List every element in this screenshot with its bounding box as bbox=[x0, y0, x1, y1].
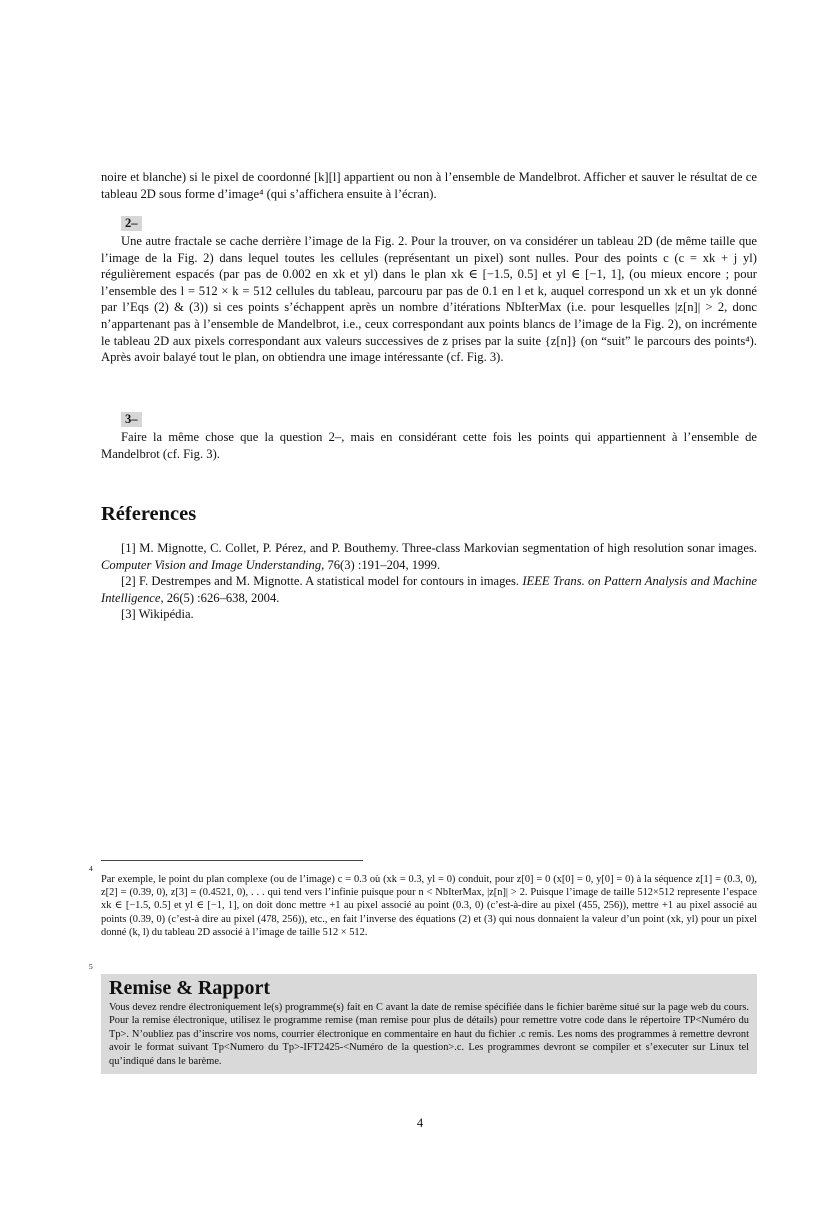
footnote-4-number: 4 bbox=[89, 864, 93, 873]
footnote-4-text: Par exemple, le point du plan complexe (ou de l’image) c = 0.3 où (xk = 0.3, yl = 0) conduit, pour z[0] = 0 (x[0] = 0, y[0] = 0) à la séquence z[1] = (0.3, 0), z[2] = (0.39, 0), z[3] = (0.4521, 0), . . . qui tend vers l’infinie puisque pour n < NbIterMax, |z[n]| > 2. Puisque l’image de taille 512×512 represente l’espace xk ∈ [−1.5, 0.5] et yl ∈ [−1, 1], on doit donc mettre +1 au pixel associé au point (0.3, 0) (c’est-à-dire au pixel (455, 256)), mettre +1 au pixel associé au points (0.39, 0) (c’est-à dire au pixel (478, 256)), etc., en fait l’inverse des équations (2) et (3) qui nous donnaient la valeur d’un point (xk, yl) pour un pixel donné (k, l) du tableau 2D associé à l’image de taille 512 × 512. bbox=[101, 874, 757, 938]
footnote-5-number: 5 bbox=[89, 962, 93, 971]
intro-paragraph: noire et blanche) si le pixel de coordonné [k][l] appartient ou non à l’ensemble de Mandelbrot. Afficher et sauver le résultat de ce tableau 2D sous forme d’image⁴ (qui s’affichera ensuite à l’écran). bbox=[101, 170, 757, 201]
question-3-label: 3– bbox=[121, 412, 142, 427]
page-number: 4 bbox=[416, 1116, 424, 1130]
question-3 bbox=[101, 410, 757, 462]
footnote-divider bbox=[101, 860, 363, 861]
question-2-text: Une autre fractale se cache derrière l’image de la Fig. 2. Pour la trouver, on va considérer un tableau 2D (de même taille que l’image de la Fig. 2) dans lequel toutes les cellules (représentant un pixel) sont nulles. Pour des points c (c = xk + j yl) régulièrement espacés (par pas de 0.002 en xk et yl) dans le plan xk ∈ [−1.5, 0.5] et yl ∈ [−1, 1], (ou mieux encore ; pour l’ensemble des l = 512 × k = 512 cellules du tableau, parcouru par pas de 0.1 en l et k, auquel correspond un xk et un yk donné par l’Eqs (2) & (3)) si ces points s’échappent après un nombre d’itérations NbIterMax (i.e. pour lesquelles |z[n]| > 2, donc n’appartenant pas à l’ensemble de Mandelbrot, i.e., ceux correspondant aux points blancs de l’image de la Fig. 2), on incrémente le tableau 2D aux pixels correspondant aux valeurs successives de z prises par la suite {z[n]} (on “suit” le parcours des points⁴). Après avoir balayé tout le plan, on obtiendra une image intéressante (cf. Fig. 3). bbox=[101, 234, 757, 365]
footnote-4 bbox=[89, 864, 757, 939]
remise-box bbox=[101, 974, 757, 1074]
remise-text: Vous devez rendre électroniquement le(s) programme(s) fait en C avant la date de remise spécifiée dans le fichier barème situé sur la page web du cours. Pour la remise électronique, utilisez le programme remise (man remise pour plus de détails) pour remettre votre code dans le répertoire TP<Numéro du Tp>. N’oubliez pas d’inscrire vos noms, courrier électronique en commentaire en haut du fichier .c remis. Les noms des programmes à remettre devront avoir le format suivant Tp<Numero du Tp>-IFT2425-<Numéro de la question>.c. Les programmes devront se compiler et s’executer sur Linux tel qu’indiqué dans le barème. bbox=[109, 1002, 749, 1067]
question-2-label: 2– bbox=[121, 216, 142, 231]
references-title: Réferences bbox=[101, 503, 197, 525]
reference-item: [3] Wikipédia. bbox=[121, 607, 194, 622]
reference-item: [2] F. Destrempes and M. Mignotte. A statistical model for contours in images. IEEE Trans. on Pattern Analysis and Machine Intelligence, 26(5) :626–638, 2004. bbox=[101, 574, 757, 605]
remise-title: Remise & Rapport bbox=[109, 977, 271, 999]
question-2 bbox=[101, 214, 757, 366]
question-3-text: Faire la même chose que la question 2–, mais en considérant cette fois les points qui appartiennent à l’ensemble de Mandelbrot (cf. Fig. 3). bbox=[101, 430, 757, 461]
reference-item: [1] M. Mignotte, C. Collet, P. Pérez, and P. Bouthemy. Three-class Markovian segmentation of high resolution sonar images. Computer Vision and Image Understanding, 76(3) :191–204, 1999. bbox=[101, 541, 757, 572]
references-section bbox=[101, 502, 757, 623]
